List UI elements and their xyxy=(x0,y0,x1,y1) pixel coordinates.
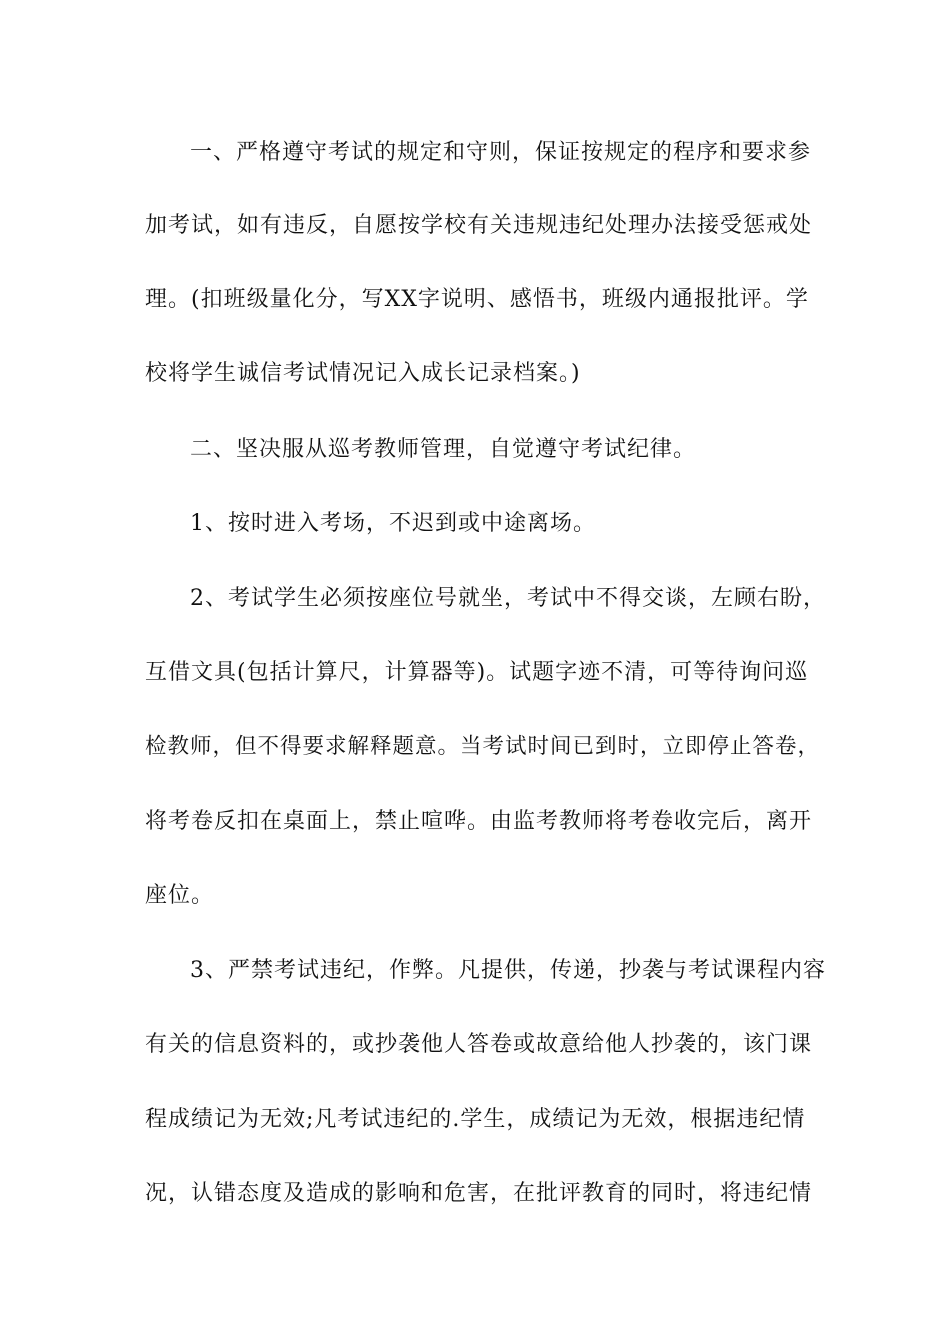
paragraph-4-line-2: 互借文具(包括计算尺，计算器等)。试题字迹不清，可等待询问巡 xyxy=(145,660,809,685)
paragraph-1-line-4: 校将学生诚信考试情况记入成长记录档案。) xyxy=(145,361,581,386)
paragraph-1-line-2: 加考试，如有违反，自愿按学校有关违规违纪处理办法接受惩戒处 xyxy=(145,213,813,238)
paragraph-5-line-2: 有关的信息资料的，或抄袭他人答卷或故意给他人抄袭的，该门课 xyxy=(145,1032,813,1057)
paragraph-1-line-3: 理。(扣班级量化分，写XX字说明、感悟书，班级内通报批评。学 xyxy=(145,287,809,312)
paragraph-3-line-1: 1、按时进入考场，不迟到或中途离场。 xyxy=(190,511,596,536)
paragraph-4-line-3: 检教师，但不得要求解释题意。当考试时间已到时，立即停止答卷， xyxy=(145,734,821,759)
paragraph-1-line-1: 一、严格遵守考试的规定和守则，保证按规定的程序和要求参 xyxy=(190,140,812,165)
paragraph-5-line-1: 3、严禁考试违纪，作弊。凡提供，传递，抄袭与考试课程内容 xyxy=(190,958,826,983)
paragraph-5-line-4: 况，认错态度及造成的影响和危害，在批评教育的同时，将违纪情 xyxy=(145,1181,813,1206)
paragraph-4-line-5: 座位。 xyxy=(145,883,215,908)
paragraph-4-line-4: 将考卷反扣在桌面上，禁止喧哗。由监考教师将考卷收完后，离开 xyxy=(145,809,813,834)
paragraph-2-line-1: 二、坚决服从巡考教师管理，自觉遵守考试纪律。 xyxy=(190,437,697,462)
paragraph-4-line-1: 2、考试学生必须按座位号就坐，考试中不得交谈，左顾右盼， xyxy=(190,586,826,611)
paragraph-5-line-3: 程成绩记为无效;凡考试违纪的.学生，成绩记为无效，根据违纪情 xyxy=(145,1107,806,1132)
